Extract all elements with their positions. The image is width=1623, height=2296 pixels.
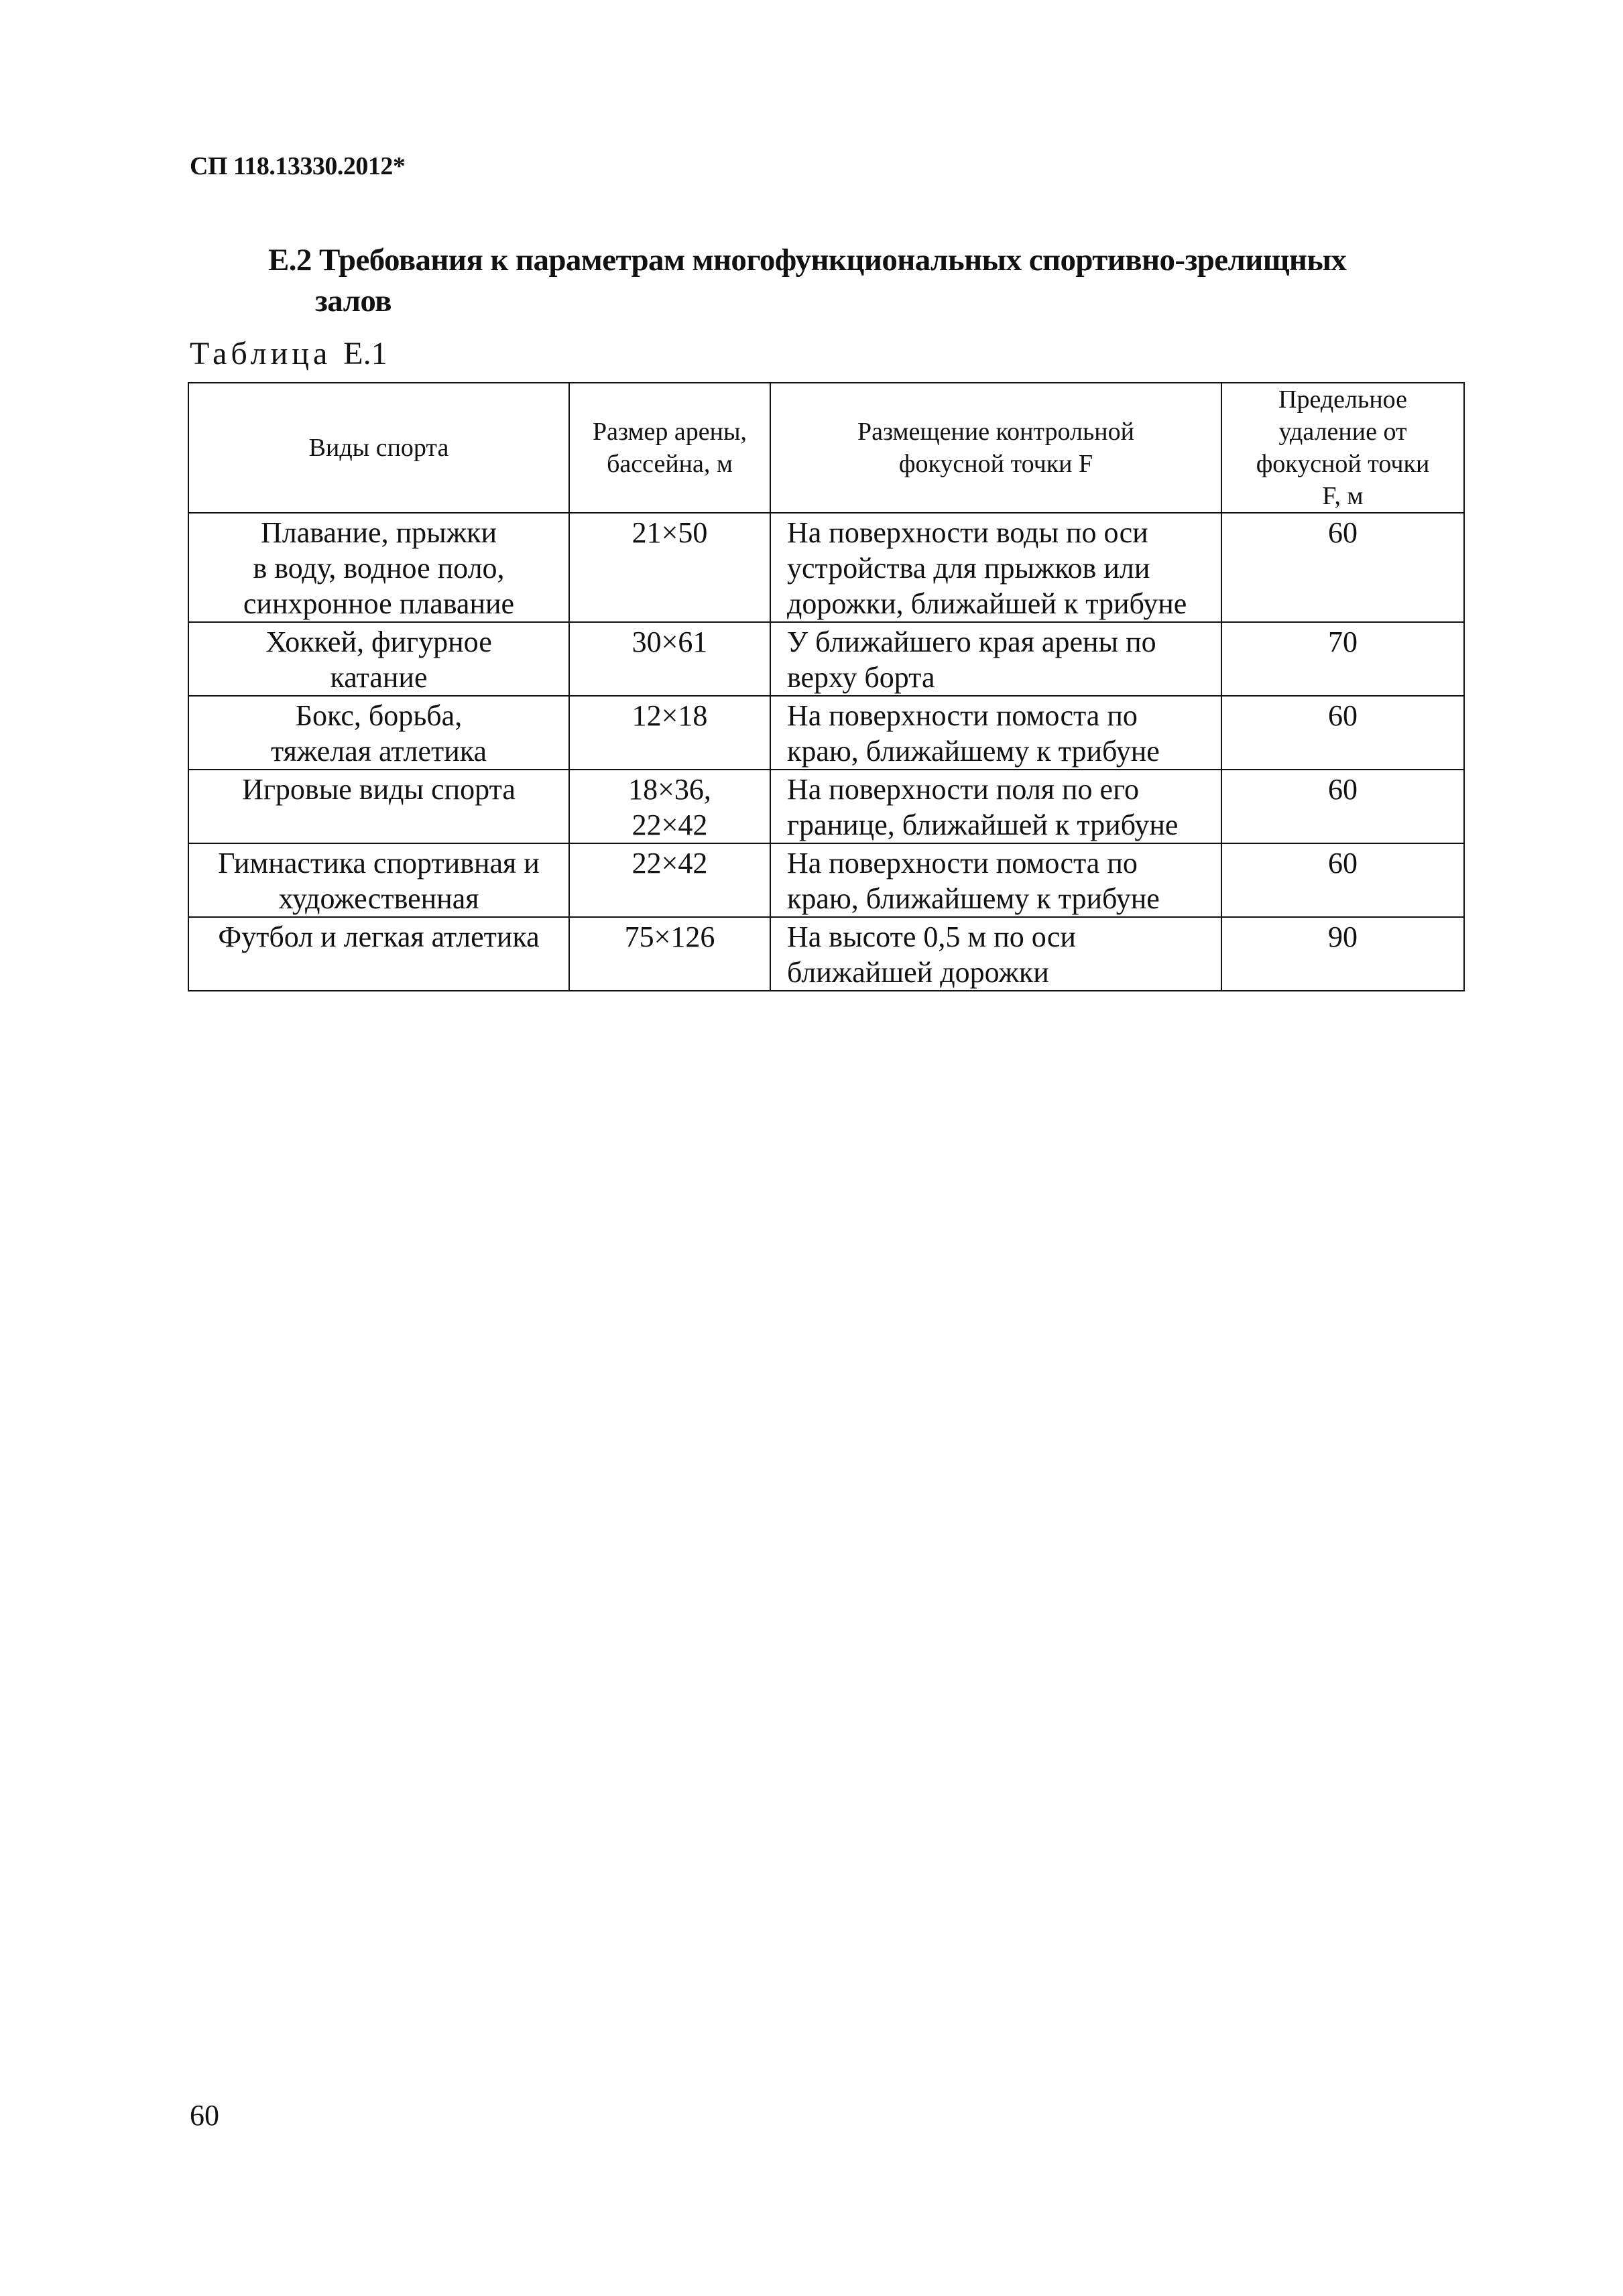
table-row [188, 843, 1464, 917]
cell-size-line: 21×50 [632, 516, 708, 549]
cell-sport-line: Бокс, борьба, [295, 699, 463, 732]
header-placement [770, 383, 1221, 513]
cell-placement [770, 513, 1221, 622]
cell-sport-line: Гимнастика спортивная и [218, 847, 540, 880]
cell-size [569, 696, 770, 770]
sports-hall-parameters-table [188, 382, 1465, 991]
header-placement-line: фокусной точки F [898, 450, 1093, 478]
cell-placement-line: У ближайшего края арены по [787, 625, 1156, 658]
header-limit-line: F, м [1322, 482, 1364, 510]
cell-sport-line: в воду, водное поло, [253, 552, 505, 585]
cell-sport [188, 843, 569, 917]
cell-sport-line: художественная [278, 882, 479, 915]
cell-placement [770, 770, 1221, 843]
cell-placement-line: краю, ближайшему к трибуне [787, 882, 1160, 915]
section-title-line-2: залов [315, 284, 392, 318]
cell-limit: 90 [1221, 917, 1464, 991]
section-title-line-1: Е.2 Требования к параметрам многофункциональных спортивно-зрелищных [268, 243, 1347, 278]
table-caption [190, 335, 387, 372]
cell-limit: 60 [1221, 770, 1464, 843]
cell-placement [770, 622, 1221, 696]
cell-size-line: 18×36, [628, 773, 711, 806]
cell-size-line: 12×18 [632, 699, 708, 732]
cell-placement-line: верху борта [787, 661, 935, 694]
cell-sport [188, 770, 569, 843]
cell-size [569, 770, 770, 843]
table-row [188, 917, 1464, 991]
cell-limit: 60 [1221, 843, 1464, 917]
header-limit-line: фокусной точки [1256, 450, 1430, 478]
cell-size [569, 513, 770, 622]
table-row [188, 696, 1464, 770]
cell-size-line: 75×126 [624, 920, 715, 953]
cell-size [569, 917, 770, 991]
cell-placement-line: На поверхности поля по его [787, 773, 1140, 806]
cell-limit: 60 [1221, 513, 1464, 622]
cell-placement-line: устройства для прыжков или [787, 552, 1150, 585]
header-sport [188, 383, 569, 513]
table-row [188, 770, 1464, 843]
cell-sport [188, 917, 569, 991]
cell-placement-line: На поверхности помоста по [787, 699, 1138, 732]
header-limit-line: удаление от [1278, 418, 1407, 446]
table-header-row [188, 383, 1464, 513]
table-row [188, 513, 1464, 622]
cell-size [569, 622, 770, 696]
cell-limit: 60 [1221, 696, 1464, 770]
header-limit [1221, 383, 1464, 513]
cell-placement-line: На высоте 0,5 м по оси [787, 920, 1076, 953]
cell-sport-line: синхронное плавание [243, 587, 515, 620]
cell-sport [188, 696, 569, 770]
cell-placement-line: границе, ближайшей к трибуне [787, 808, 1179, 841]
page-number: 60 [190, 2099, 219, 2132]
cell-placement-line: На поверхности помоста по [787, 847, 1138, 880]
cell-placement-line: ближайшей дорожки [787, 956, 1049, 989]
table-caption-word: Таблица [190, 336, 332, 371]
header-placement-line: Размещение контрольной [857, 418, 1134, 446]
cell-size-line: 30×61 [632, 625, 708, 658]
section-title [268, 240, 1488, 322]
cell-sport-line: Футбол и легкая атлетика [218, 920, 540, 953]
cell-placement-line: дорожки, ближайшей к трибуне [787, 587, 1187, 620]
cell-placement [770, 843, 1221, 917]
header-size-line: бассейна, м [607, 450, 733, 478]
cell-size-line: 22×42 [632, 847, 708, 880]
header-sport-text: Виды спорта [308, 434, 449, 462]
cell-sport-line: Игровые виды спорта [242, 773, 516, 806]
document-code: СП 118.13330.2012* [190, 152, 406, 180]
cell-sport [188, 622, 569, 696]
cell-size-line: 22×42 [632, 808, 708, 841]
table-caption-number: Е.1 [343, 336, 387, 371]
cell-size [569, 843, 770, 917]
table-row [188, 622, 1464, 696]
cell-placement-line: На поверхности воды по оси [787, 516, 1148, 549]
cell-limit: 70 [1221, 622, 1464, 696]
cell-sport-line: тяжелая атлетика [271, 735, 487, 768]
header-limit-line: Предельное [1278, 385, 1407, 414]
header-size [569, 383, 770, 513]
header-size-line: Размер арены, [593, 418, 747, 446]
cell-placement-line: краю, ближайшему к трибуне [787, 735, 1160, 768]
cell-sport-line: Хоккей, фигурное [265, 625, 492, 658]
cell-placement [770, 917, 1221, 991]
cell-placement [770, 696, 1221, 770]
cell-sport [188, 513, 569, 622]
cell-sport-line: Плавание, прыжки [260, 516, 497, 549]
cell-sport-line: катание [330, 661, 428, 694]
